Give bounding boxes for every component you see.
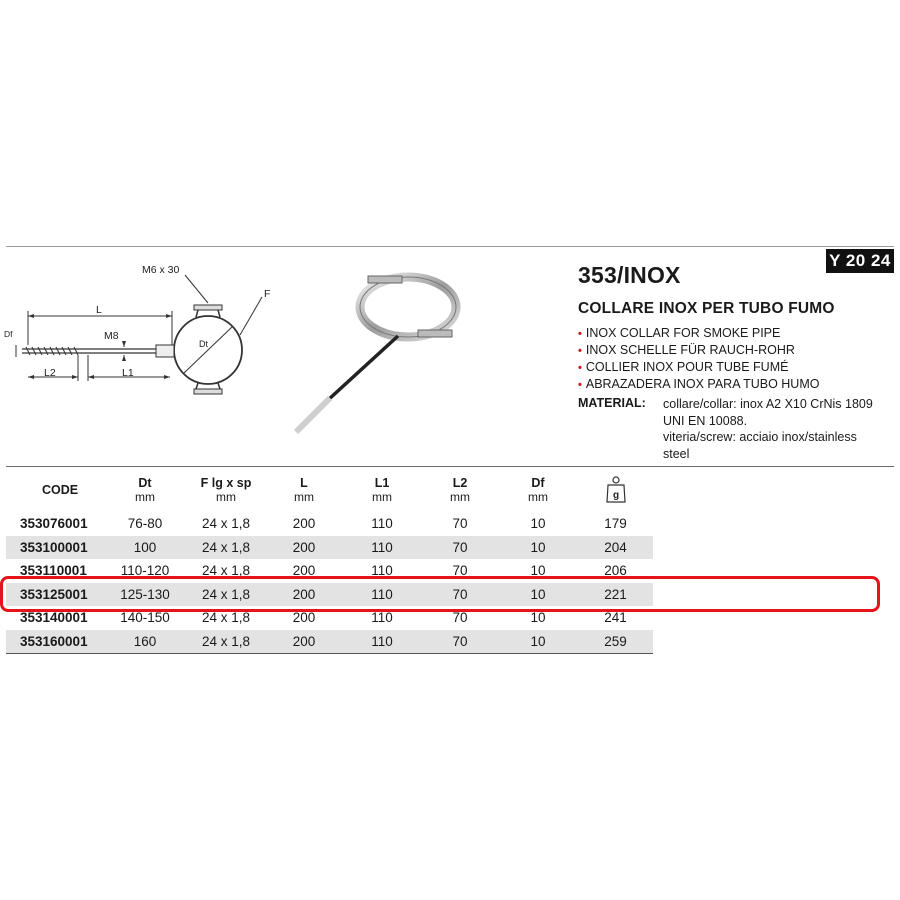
header-l2: L2 mm [450,476,470,504]
l2-label: L2 [44,367,56,379]
table-header-row [6,468,653,512]
weight-icon [605,475,627,503]
translation-list [578,325,819,393]
table-row: 353076001 76-80 24 x 1,8 200 110 70 10 179 [20,516,627,532]
product-title: COLLARE INOX PER TUBO FUMO [578,300,835,317]
technical-drawing [0,255,290,415]
specs-table [6,468,653,654]
translation-item: • INOX SCHELLE FÜR RAUCH-ROHR [578,343,795,357]
product-photo [268,252,468,442]
df-label: Df [4,329,13,339]
header-f: F lg x sp mm [200,476,252,504]
material-description: collare/collar: inox A2 X10 CrNis 1809 UNI EN 10088. viteria/screw: acciaio inox/stainless steel [663,397,873,461]
header-df: Df mm [528,476,548,504]
header-l1: L1 mm [372,476,392,504]
row-highlight-annotation [0,576,880,612]
year-badge: Y 20 24 [826,249,894,273]
translation-item: • COLLIER INOX POUR TUBE FUMÉ [578,360,789,374]
header-weight [578,468,653,512]
table-row: 353110001 110-120 24 x 1,8 200 110 70 10 206 [20,563,627,579]
f-label: F [264,288,271,300]
bullet-icon: • [578,345,582,357]
table-row: 353100001 100 24 x 1,8 200 110 70 10 204 [6,536,653,560]
bullet-icon: • [578,362,582,374]
l-label: L [96,304,102,316]
dt-label: Dt [199,339,208,349]
table-row: 353160001 160 24 x 1,8 200 110 70 10 259 [6,630,653,654]
svg-text:g: g [612,489,619,501]
table-divider [6,466,894,467]
bullet-icon: • [578,328,582,340]
table-row-highlighted: 353125001 125-130 24 x 1,8 200 110 70 10 221 [6,583,653,607]
table-row: 353140001 140-150 24 x 1,8 200 110 70 10 241 [20,610,627,626]
material-label: MATERIAL: [578,396,646,410]
screw-label: M6 x 30 [142,264,180,276]
m8-label: M8 [104,330,119,342]
product-code: 353/INOX [578,262,681,288]
header-code: CODE [42,483,79,497]
translation-item: • INOX COLLAR FOR SMOKE PIPE [578,326,781,340]
header-l: L mm [294,476,314,504]
top-divider [6,246,894,247]
translation-item: • ABRAZADERA INOX PARA TUBO HUMO [578,377,820,391]
l1-label: L1 [122,367,134,379]
header-dt: Dt mm [135,476,155,504]
bullet-icon: • [578,379,582,391]
